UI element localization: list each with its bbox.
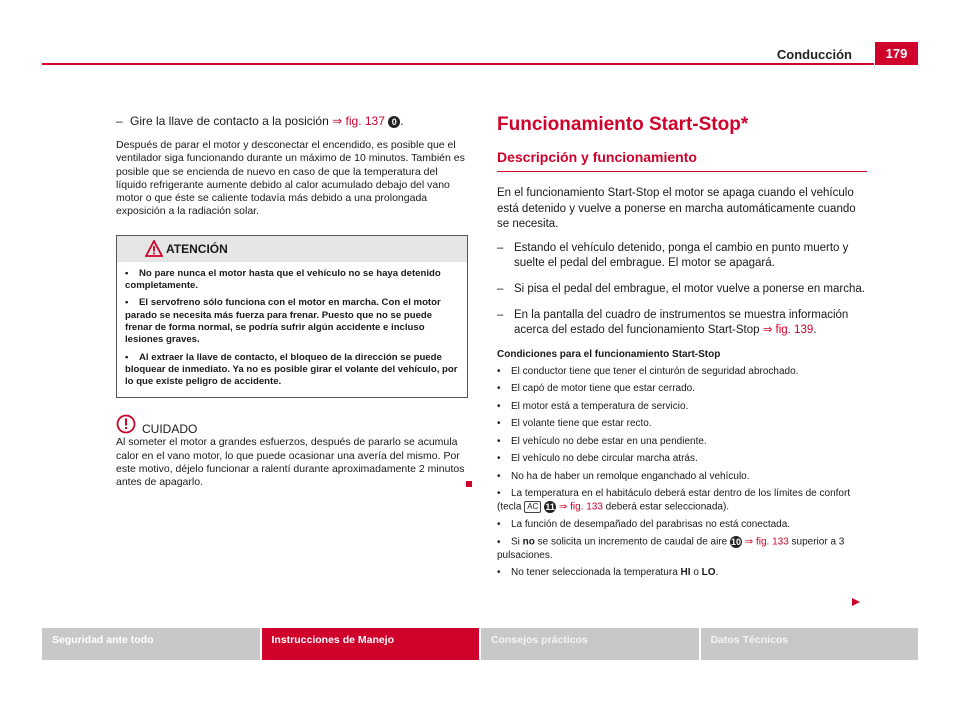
tab-datos[interactable]: Datos Técnicos — [701, 628, 919, 660]
fig-link[interactable]: ⇒ fig. 137 — [332, 114, 385, 128]
key-position-badge: 0 — [388, 116, 400, 128]
ac-key-badge: AC — [524, 501, 541, 513]
caution-block — [116, 414, 468, 489]
condition-item: • No tener seleccionada la temperatura HI o LO. — [497, 567, 719, 579]
warning-box — [116, 235, 468, 399]
key-10-badge: 10 — [731, 537, 742, 548]
warning-title: ATENCIÓN — [166, 241, 228, 256]
start-stop-title: Funcionamiento Start-Stop* — [497, 114, 749, 135]
right-column — [497, 114, 867, 585]
caution-icon — [116, 414, 136, 434]
footer-nav — [42, 628, 918, 660]
condition-item: • La función de desempañado del parabrisas no está conectada. — [497, 518, 791, 530]
tab-seguridad[interactable]: Seguridad ante todo — [42, 628, 260, 660]
warning-item: • El servofreno sólo funciona con el motor en marcha. Con el motor parado se necesita más fuerza para frenar. Puesto que no se puede frenar de forma normal, se podría sufrir algún accidente e incluso lesiones graves. — [125, 297, 441, 346]
condition-item: • El conductor tiene que tener el cinturón de seguridad abrochado. — [497, 365, 799, 377]
section-title: Conducción — [776, 47, 852, 62]
step-item: – Estando el vehículo detenido, ponga el cambio en punto muerto y suelte el pedal del embrague. El motor se apagará. — [497, 241, 849, 270]
condition-item: • El vehículo no debe estar en una pendiente. — [497, 435, 707, 447]
fig-link[interactable]: ⇒ fig. 139 — [762, 324, 814, 337]
condition-item: • La temperatura en el habitáculo deberá estar dentro de los límites de confort (tecla AC 11 ⇒ fig. 133 deberá estar seleccionada). — [497, 488, 851, 513]
tab-instrucciones[interactable]: Instrucciones de Manejo — [262, 628, 480, 660]
continue-arrow-icon — [852, 598, 860, 606]
condition-item: • El vehículo no debe circular marcha atrás. — [497, 453, 698, 465]
description-subtitle: Descripción y funcionamiento — [497, 149, 867, 172]
intro-paragraph: En el funcionamiento Start-Stop el motor se apaga cuando el vehículo está detenido y vuelve a ponerse en marcha automáticamente cuando se necesita. — [497, 187, 856, 231]
condition-item: • El volante tiene que estar recto. — [497, 418, 652, 430]
caution-text: Al someter el motor a grandes esfuerzos, después de pararlo se acumula calor en el vano motor, lo que puede ocasionar una avería del mismo. Por este motivo, déjelo funcionar a ralentí durante aproximadamente 2 minutos antes de apagarlo. — [116, 436, 465, 489]
end-marker — [466, 481, 472, 487]
warning-icon — [145, 240, 163, 257]
condition-item: • No ha de haber un remolque enganchado al vehículo. — [497, 470, 750, 482]
warning-item: • Al extraer la llave de contacto, el bloqueo de la dirección se puede bloquear de inmediato. Ya no es posible girar el volante del vehículo, por lo que existe peligro de accidente. — [125, 351, 458, 388]
page-number: 179 — [875, 42, 918, 65]
step-text: Gire la llave de contacto a la posición — [130, 114, 333, 128]
warning-header — [117, 236, 467, 262]
condition-item: • El motor está a temperatura de servicio. — [497, 400, 689, 412]
header-rule — [42, 63, 874, 65]
warning-item: • No pare nunca el motor hasta que el vehículo no se haya detenido completamente. — [125, 267, 441, 292]
tab-consejos[interactable]: Consejos prácticos — [481, 628, 699, 660]
fig-link[interactable]: ⇒ fig. 133 — [744, 537, 789, 549]
warning-body — [117, 262, 467, 398]
fan-paragraph: Después de parar el motor y desconectar el encendido, es posible que el ventilador siga funcionando durante un máximo de 10 minutos. También es posible que se encienda de nuevo en caso de que la temperatura del líquido refrigerante aumente debido al calor acumulado debajo del vano motor o que éste se caliente todavía más debido a una prolongada exposición a la radiación solar. — [116, 139, 465, 218]
caution-title: CUIDADO — [142, 422, 198, 437]
conditions-title: Condiciones para el funcionamiento Start-Stop — [497, 348, 721, 360]
step-item: – Si pisa el pedal del embrague, el motor vuelve a ponerse en marcha. — [497, 282, 865, 295]
left-column — [116, 114, 468, 490]
condition-item: • Si no se solicita un incremento de caudal de aire 10 ⇒ fig. 133 superior a 3 pulsaciones. — [497, 537, 845, 561]
condition-item: • El capó de motor tiene que estar cerrado. — [497, 383, 695, 395]
key-11-badge: 11 — [545, 501, 555, 512]
step-turn-key: – Gire la llave de contacto a la posición ⇒ fig. 137 0 . — [116, 114, 404, 128]
step-item: – En la pantalla del cuadro de instrumentos se muestra información acerca del estado del funcionamiento Start-Stop ⇒ fig. 139. — [497, 308, 849, 337]
fig-link[interactable]: ⇒ fig. 133 — [558, 501, 603, 513]
